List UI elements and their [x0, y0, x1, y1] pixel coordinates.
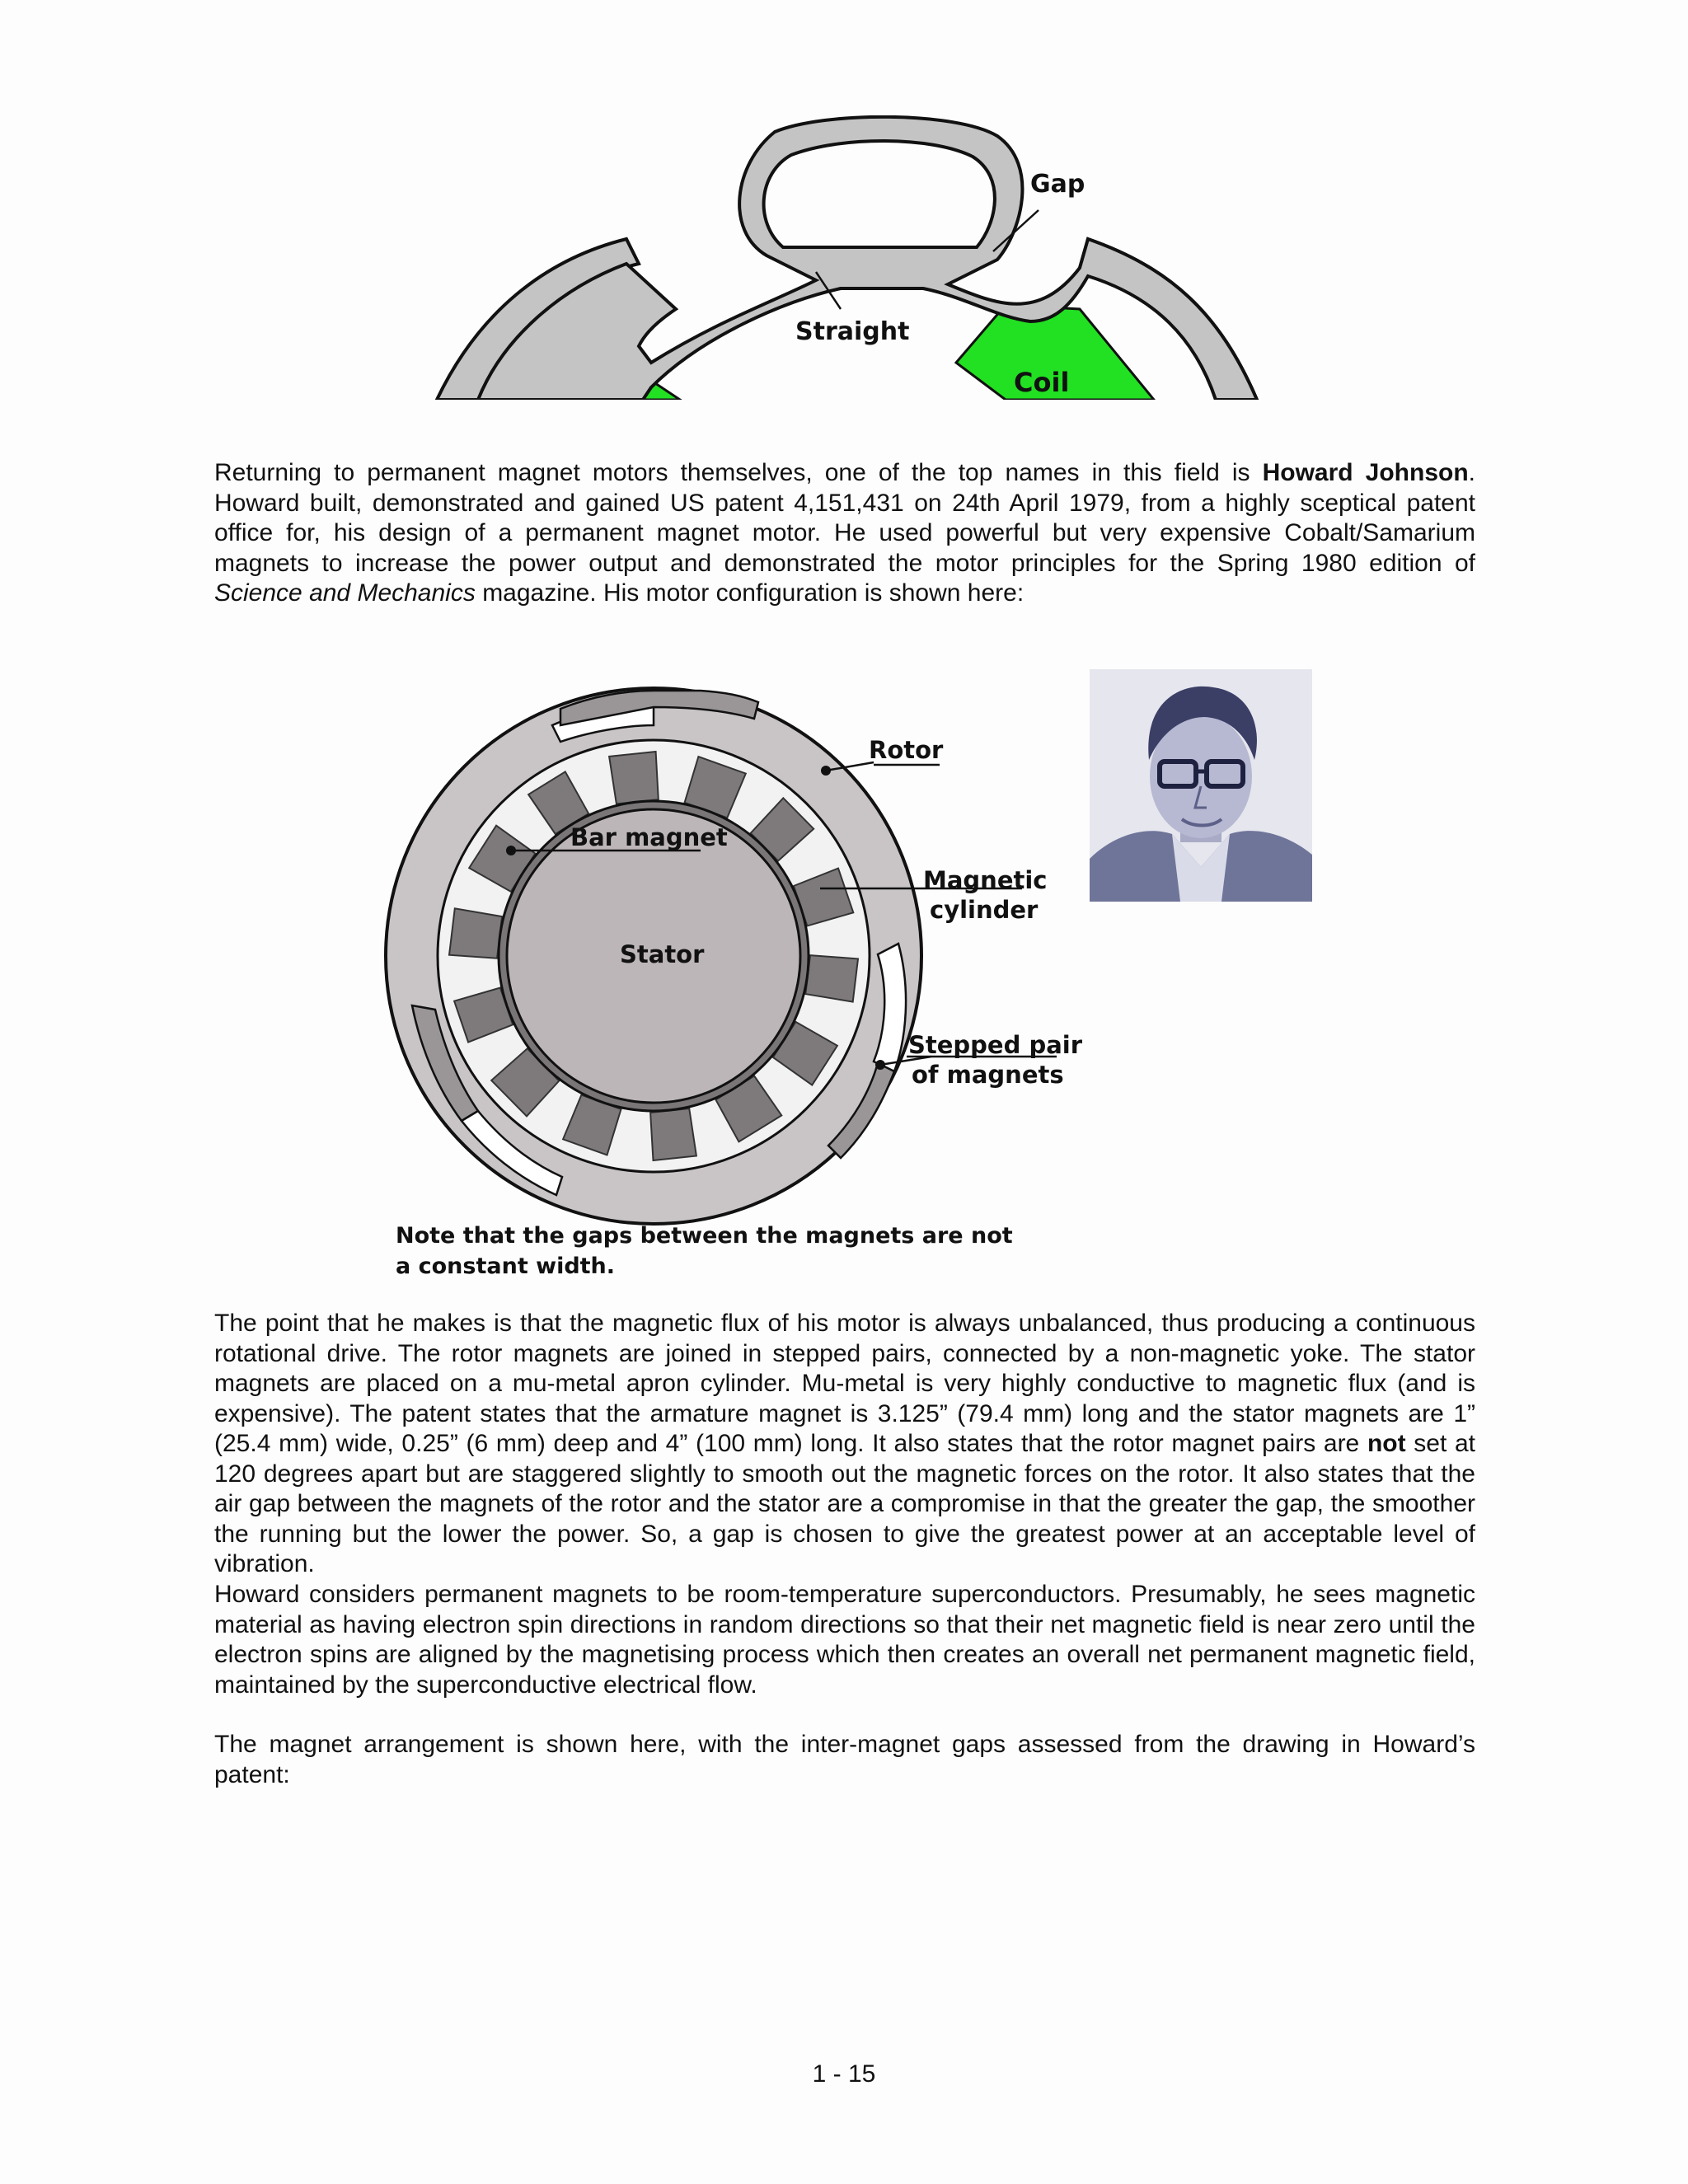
lamination-diagram	[429, 115, 1269, 400]
stator-label: Stator	[620, 940, 705, 968]
howard-johnson-portrait	[1090, 669, 1312, 902]
magazine-title: Science and Mechanics	[214, 579, 476, 607]
page-number: 1 - 15	[812, 2060, 876, 2088]
bar-magnet-label: Bar magnet	[570, 823, 728, 851]
rotor-label: Rotor	[869, 736, 944, 764]
loop-opening	[764, 141, 995, 247]
stator-bar-magnet	[650, 1108, 696, 1160]
gap-label: Gap	[1030, 170, 1085, 199]
motor-configuration-diagram	[379, 659, 1088, 1286]
coil-label: Coil	[1014, 367, 1070, 398]
diagram-note-line1: Note that the gaps between the magnets are not	[396, 1223, 1013, 1249]
cylinder-label: cylinder	[930, 896, 1039, 924]
stator-bar-magnet	[805, 955, 858, 1002]
stepped-pair-label: Stepped pair	[908, 1031, 1083, 1059]
of-magnets-label: of magnets	[912, 1061, 1064, 1089]
intro-paragraph: Returning to permanent magnet motors themselves, one of the top names in this field is Howard Johnson. Howard built, demonstrated and gained US patent 4,151,431 on 24th April 1979, from a highly sceptical patent office for, his design of a permanent magnet motor. He used powerful but very expensive Cobalt/Samarium magnets to increase the power output and demonstrated the motor principles for the Spring 1980 edition of Science and Mechanics magazine. His motor configuration is shown here:	[214, 459, 1475, 607]
flux-paragraph: The point that he makes is that the magnetic flux of his motor is always unbalanced, thus producing a continuous rotational drive. The rotor magnets are joined in stepped pairs, connected by a non-magnetic yoke. The stator magnets are placed on a mu-metal apron cylinder. Mu-metal is very highly conductive to magnetic flux (and is expensive). The patent states that the armature magnet is 3.125” (79.4 mm) long and the stator magnets are 1” (25.4 mm) wide, 0.25” (6 mm) deep and 4” (100 mm) long. It also states that the rotor magnet pairs are not set at 120 degrees apart but are staggered slightly to smooth out the magnetic forces on the rotor. It also states that the air gap between the magnets of the rotor and the stator are a compromise in that the greater the gap, the smoother the running but the lower the power. So, a gap is chosen to give the greatest power at an acceptable level of vibration.	[214, 1310, 1475, 1577]
superconductor-paragraph: Howard considers permanent magnets to be room-temperature superconductors. Presumably, he sees magnetic material as having electron spin directions in random directions so that their net magnetic field is near zero until the electron spins are aligned by the magnetising process which then creates an overall net permanent magnetic field, maintained by the superconductive electrical flow.	[214, 1581, 1475, 1699]
diagram-note-line2: a constant width.	[396, 1254, 616, 1279]
stator-bar-magnet	[449, 908, 502, 958]
howard-johnson-name: Howard Johnson	[1262, 459, 1469, 486]
magnet-arrangement-paragraph: The magnet arrangement is shown here, with the inter-magnet gaps assessed from the drawing in Howard’s patent:	[214, 1731, 1475, 1788]
magnetic-label: Magnetic	[923, 866, 1048, 894]
emphasis-not: not	[1367, 1430, 1406, 1457]
stator-bar-magnet	[609, 752, 659, 804]
straight-label: Straight	[795, 317, 910, 346]
